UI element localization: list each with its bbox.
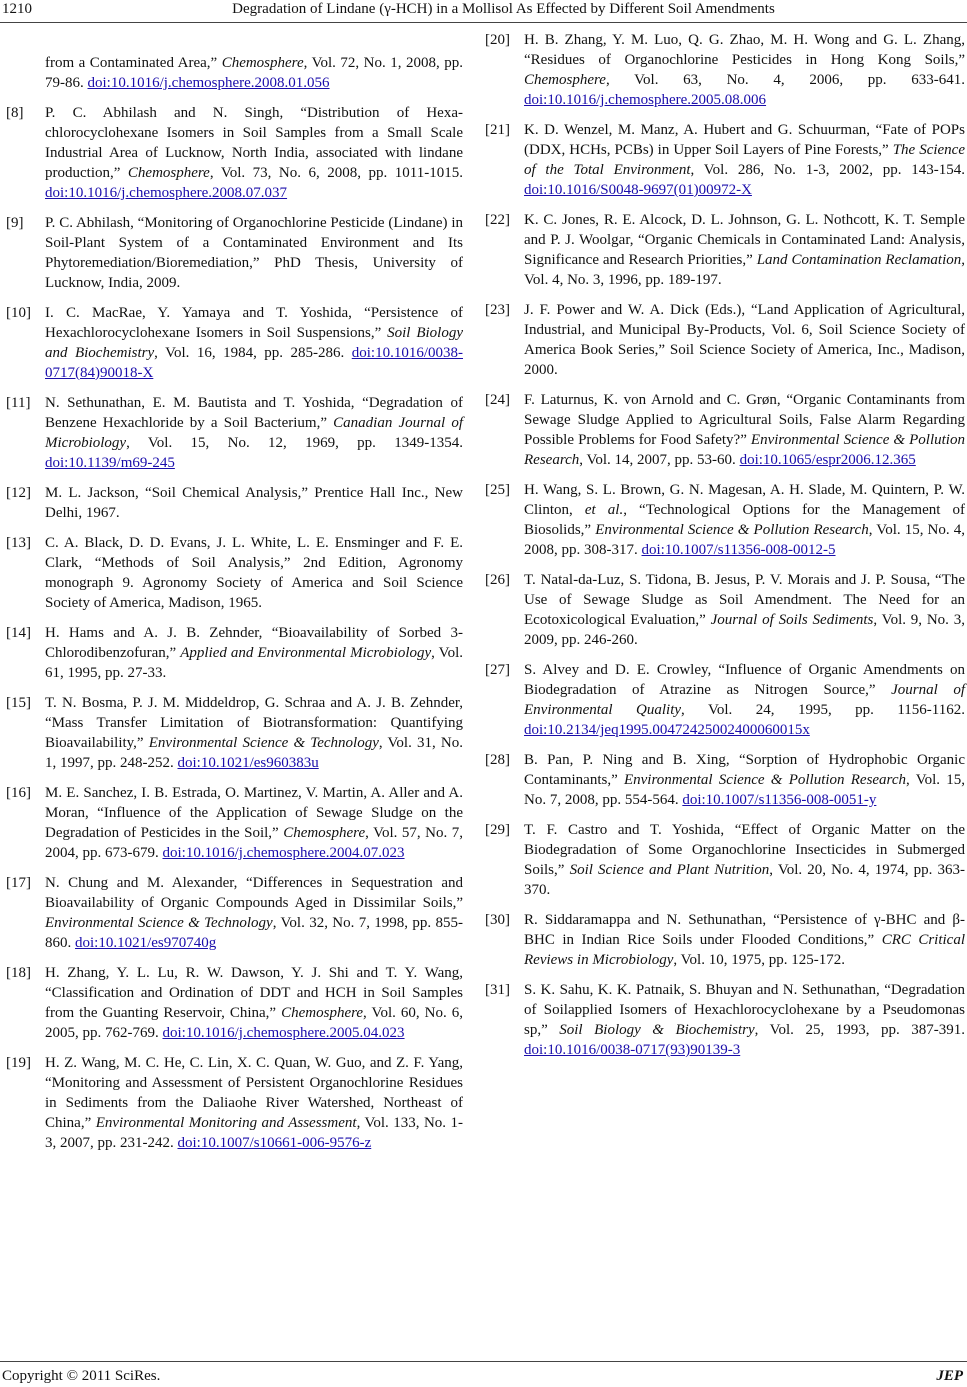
reference-entry (485, 480, 965, 560)
reference-text: , Vol. 20, No. 4, 1974, pp. 363-370. (524, 862, 965, 898)
reference-text: R. Siddaramappa and N. Sethunathan, “Persistence of γ-BHC and β-BHC in Indian Rice Soils under Flooded Conditions,” (524, 912, 965, 948)
reference-number: [16] (6, 785, 31, 801)
reference-text: S. K. Sahu, K. K. Patnaik, S. Bhuyan and N. Sethunathan, “Degradation of Soilapplied Isomers of Hexachlorocyclohexane by a Pseudomonas sp,” (524, 982, 965, 1038)
journal-title: Soil Biology and Biochemistry (45, 325, 463, 361)
reference-text: , Vol. 133, No. 1-3, 2007, pp. 231-242. (45, 1115, 463, 1151)
journal-title: The Science of the Total Environment (524, 142, 965, 178)
journal-title: Environmental Science & Technology (45, 915, 273, 931)
reference-text: , Vol. 15, No. 12, 1969, pp. 1349-1354. (126, 435, 463, 451)
reference-number: [12] (6, 485, 31, 501)
reference-number: [17] (6, 875, 31, 891)
reference-entry (6, 873, 463, 953)
journal-title: Chemosphere (221, 55, 304, 71)
reference-text: , Vol. 72, No. 1, 2008, pp. 79-86. (45, 55, 463, 91)
reference-number: [15] (6, 695, 31, 711)
reference-entry (485, 210, 965, 290)
reference-text: H. Zhang, Y. L. Lu, R. W. Dawson, Y. J. Shi and T. Y. Wang, “Classification and Ordination of DDT and HCH in Soil Samples from the Guanting Reservoir, China,” (45, 965, 463, 1021)
reference-text: C. A. Black, D. D. Evans, J. L. White, L. E. Ensminger and F. E. Clark, “Methods of Soil Analysis,” 2nd Edition, Agronomy monograph 9. Agronomy Society of America and Soil Science Society of America, Madison, 1965. (45, 535, 463, 611)
journal-abbreviation: JEP (936, 1368, 963, 1384)
reference-text: J. F. Power and W. A. Dick (Eds.), “Land Application of Agricultural, Industrial, and Municipal By-Products, Vol. 6, Soil Science Society of America Book Series,” Soil Science Society of America, Inc., Madison, 2000. (524, 302, 965, 378)
reference-entry (6, 963, 463, 1043)
references-right-column (485, 30, 965, 1070)
running-header (0, 0, 967, 23)
reference-text: N. Chung and M. Alexander, “Differences in Sequestration and Bioavailability of Organic Compounds Aged in Dissimilar Soils,” (45, 875, 463, 911)
journal-title: CRC Critical Reviews in Microbiology (524, 932, 966, 968)
reference-number: [13] (6, 535, 31, 551)
journal-title: Journal of Soils Sediments (710, 612, 874, 628)
reference-text: , Vol. 32, No. 7, 1998, pp. 855-860. (45, 915, 463, 951)
reference-entry (6, 783, 463, 863)
journal-title: Soil Biology & Biochemistry (559, 1022, 755, 1038)
reference-text: , Vol. 286, No. 1-3, 2002, pp. 143-154. (690, 162, 965, 178)
doi-link[interactable]: doi:10.1139/m69-245 (45, 455, 175, 471)
page-number: 1210 (2, 1, 32, 17)
reference-entry (6, 693, 463, 773)
reference-text: T. F. Castro and T. Yoshida, “Effect of Organic Matter on the Biodegradation of Some Organochlorine Insecticides in Submerged Soils,” (524, 822, 965, 878)
reference-entry (6, 623, 463, 683)
reference-text: , Vol. 14, 2007, pp. 53-60. (579, 452, 740, 468)
doi-link[interactable]: doi:10.1016/j.chemosphere.2005.08.006 (524, 92, 767, 108)
reference-entry (6, 483, 463, 523)
reference-text: , Vol. 15, No. 7, 2008, pp. 554-564. (524, 772, 965, 808)
doi-link[interactable]: doi:10.1007/s11356-008-0051-y (682, 792, 877, 808)
reference-text: from a Contaminated Area,” (45, 55, 222, 71)
doi-link[interactable]: doi:10.1016/j.chemosphere.2008.07.037 (45, 185, 288, 201)
journal-title: Chemosphere (281, 1005, 364, 1021)
reference-entry (485, 300, 965, 380)
reference-text: I. C. MacRae, Y. Yamaya and T. Yoshida, “Persistence of Hexachlorocyclohexane Isomers in Soil Suspensions,” (45, 305, 463, 341)
journal-title: Environmental Science & Pollution Research (623, 772, 906, 788)
reference-text: S. Alvey and D. E. Crowley, “Influence of Organic Amendments on Biodegradation of Atrazine as Nitrogen Source,” (524, 662, 965, 698)
reference-text: , Vol. 25, 1993, pp. 387-391. (754, 1022, 965, 1038)
journal-title: et al. (584, 502, 624, 518)
doi-link[interactable]: doi:10.1021/es960383u (177, 755, 319, 771)
reference-entry (485, 660, 965, 740)
reference-number: [11] (6, 395, 31, 411)
reference-text: P. C. Abhilash, “Monitoring of Organochlorine Pesticide (Lindane) in Soil-Plant System of a Contaminated Environment and Its Phytoremediation/Bioremediation,” PhD Thesis, University of Lucknow, India, 2009. (45, 215, 463, 291)
reference-number: [21] (485, 122, 510, 138)
reference-number: [26] (485, 572, 510, 588)
reference-text: , Vol. 9, No. 3, 2009, pp. 246-260. (524, 612, 965, 648)
reference-number: [28] (485, 752, 510, 768)
reference-text: P. C. Abhilash and N. Singh, “Distribution of Hexachlorocyclohexane Isomers in Soil Samples from a Small Scale Industrial Area of Lucknow, North India, associated with lindane production,” (45, 105, 463, 181)
reference-text: T. N. Bosma, P. J. M. Middeldrop, G. Schraa and A. J. B. Zehnder, “Mass Transfer Limitation of Biotransformation: Quantifying Bioavailability,” (45, 695, 463, 751)
reference-text: , Vol. 60, No. 6, 2005, pp. 762-769. (45, 1005, 463, 1041)
journal-title: Environmental Science & Technology (148, 735, 379, 751)
reference-text: , Vol. 61, 1995, pp. 27-33. (45, 645, 463, 681)
doi-link[interactable]: doi:10.1007/s11356-008-0012-5 (641, 542, 836, 558)
reference-entry (485, 570, 965, 650)
reference-entry (485, 390, 965, 470)
journal-title: Canadian Journal of Microbiology (45, 415, 463, 451)
reference-text: N. Sethunathan, E. M. Bautista and T. Yoshida, “Degradation of Benzene Hexachloride by a Soil Bacterium,” (45, 395, 463, 431)
reference-text: , Vol. 73, No. 6, 2008, pp. 1011-1015. (209, 165, 463, 181)
reference-number: [10] (6, 305, 31, 321)
reference-text: M. L. Jackson, “Soil Chemical Analysis,” Prentice Hall Inc., New Delhi, 1967. (45, 485, 463, 521)
running-title: Degradation of Lindane (γ-HCH) in a Mollisol As Effected by Different Soil Amendments (232, 1, 775, 17)
reference-text: , Vol. 16, 1984, pp. 285-286. (154, 345, 352, 361)
reference-entry (485, 750, 965, 810)
reference-text: , Vol. 57, No. 7, 2004, pp. 673-679. (45, 825, 463, 861)
reference-text: , Vol. 4, No. 3, 1996, pp. 189-197. (524, 252, 965, 288)
journal-title: Applied and Environmental Microbiology (180, 645, 432, 661)
reference-text: , Vol. 24, 1995, pp. 1156-1162. (681, 702, 965, 718)
copyright-notice: Copyright © 2011 SciRes. (2, 1368, 161, 1384)
doi-link[interactable]: doi:10.1065/espr2006.12.365 (739, 452, 916, 468)
journal-title: Soil Science and Plant Nutrition (569, 862, 770, 878)
doi-link[interactable]: doi:10.1021/es970740g (75, 935, 217, 951)
reference-entry (6, 303, 463, 383)
reference-text: M. E. Sanchez, I. B. Estrada, O. Martinez, V. Martin, A. Aller and A. Moran, “Influence of the Application of Sewage Sludge on the Degradation of Pesticides in the Soil,” (45, 785, 463, 841)
reference-text: , Vol. 10, 1975, pp. 125-172. (673, 952, 845, 968)
doi-link[interactable]: doi:10.1016/0038-0717(84)90018-X (45, 345, 463, 381)
reference-entry (485, 980, 965, 1060)
doi-link[interactable]: doi:10.1016/j.chemosphere.2008.01.056 (87, 75, 330, 91)
doi-link[interactable]: doi:10.1016/j.chemosphere.2005.04.023 (162, 1025, 405, 1041)
references-left-column (6, 53, 463, 1163)
journal-title: Environmental Monitoring and Assessment (95, 1115, 357, 1131)
doi-link[interactable]: doi:10.1016/0038-0717(93)90139-3 (524, 1042, 741, 1058)
reference-text: F. Laturnus, K. von Arnold and C. Grøn, “Organic Contaminants from Sewage Sludge Applied to Agricultural Soils, False Alarm Regarding Possible Problems for Food Safety?” (524, 392, 965, 448)
reference-text: T. Natal-da-Luz, S. Tidona, B. Jesus, P. V. Morais and J. P. Sousa, “The Use of Sewage Sludge as Soil Amendment. The Need for an Ecotoxicological Evaluation,” (524, 572, 965, 628)
journal-title: Journal of Environmental Quality (524, 682, 965, 718)
reference-text: H. Wang, S. L. Brown, G. N. Magesan, A. H. Slade, M. Quintern, P. W. Clinton, (524, 482, 965, 518)
reference-number: [30] (485, 912, 510, 928)
reference-text: H. B. Zhang, Y. M. Luo, Q. G. Zhao, M. H. Wong and G. L. Zhang, “Residues of Organochlorine Pesticides in Hong Kong Soils,” (524, 32, 965, 68)
doi-link[interactable]: doi:10.1007/s10661-006-9576-z (177, 1135, 372, 1151)
doi-link[interactable]: doi:10.2134/jeq1995.00472425002400060015x (524, 722, 810, 738)
reference-number: [29] (485, 822, 510, 838)
reference-text: H. Z. Wang, M. C. He, C. Lin, X. C. Quan, W. Guo, and Z. F. Yang, “Monitoring and Assessment of Persistent Organochlorine Residues in Sediments from the Daliaohe River Watershed, Northeast of China,” (45, 1055, 463, 1131)
reference-entry (485, 910, 965, 970)
page-footer (0, 1361, 967, 1387)
reference-text: , Vol. 31, No. 1, 1997, pp. 248-252. (45, 735, 463, 771)
reference-text: B. Pan, P. Ning and B. Xing, “Sorption of Hydrophobic Organic Contaminants,” (524, 752, 965, 788)
reference-number: [8] (6, 105, 24, 121)
reference-text: K. C. Jones, R. E. Alcock, D. L. Johnson, G. L. Nothcott, K. T. Semple and P. J. Woolgar, “Organic Chemicals in Contaminated Land: Analysis, Significance and Research Priorities,” (524, 212, 965, 268)
journal-title: Environmental Science & Pollution Research (524, 432, 965, 468)
journal-title: Chemosphere (127, 165, 210, 181)
reference-text: , Vol. 15, No. 4, 2008, pp. 308-317. (524, 522, 965, 558)
reference-text: , “Technological Options for the Management of Biosolids,” (524, 502, 966, 538)
doi-link[interactable]: doi:10.1016/S0048-9697(01)00972-X (524, 182, 752, 198)
reference-number: [23] (485, 302, 510, 318)
reference-number: [19] (6, 1055, 31, 1071)
reference-entry (6, 1053, 463, 1153)
doi-link[interactable]: doi:10.1016/j.chemosphere.2004.07.023 (162, 845, 405, 861)
reference-number: [25] (485, 482, 510, 498)
reference-number: [27] (485, 662, 510, 678)
reference-number: [20] (485, 32, 510, 48)
journal-title: Land Contamination Reclamation (756, 252, 962, 268)
reference-entry (6, 393, 463, 473)
reference-entry (485, 30, 965, 110)
reference-number: [22] (485, 212, 510, 228)
reference-entry (485, 820, 965, 900)
reference-entry (6, 53, 463, 93)
reference-text: K. D. Wenzel, M. Manz, A. Hubert and G. Schuurman, “Fate of POPs (DDX, HCHs, PCBs) in Upper Soil Layers of Pine Forests,” (524, 122, 965, 158)
journal-title: Chemosphere (283, 825, 366, 841)
reference-entry (6, 533, 463, 613)
journal-title: Environmental Science & Pollution Research (595, 522, 869, 538)
reference-number: [14] (6, 625, 31, 641)
reference-number: [31] (485, 982, 510, 998)
reference-text: H. Hams and A. J. B. Zehnder, “Bioavailability of Sorbed 3-Chlorodibenzofuran,” (45, 625, 463, 661)
reference-text: , Vol. 63, No. 4, 2006, pp. 633-641. (605, 72, 965, 88)
journal-title: Chemosphere (524, 72, 606, 88)
reference-number: [18] (6, 965, 31, 981)
reference-number: [9] (6, 215, 24, 231)
reference-number: [24] (485, 392, 510, 408)
reference-entry (6, 103, 463, 203)
reference-entry (485, 120, 965, 200)
reference-entry (6, 213, 463, 293)
